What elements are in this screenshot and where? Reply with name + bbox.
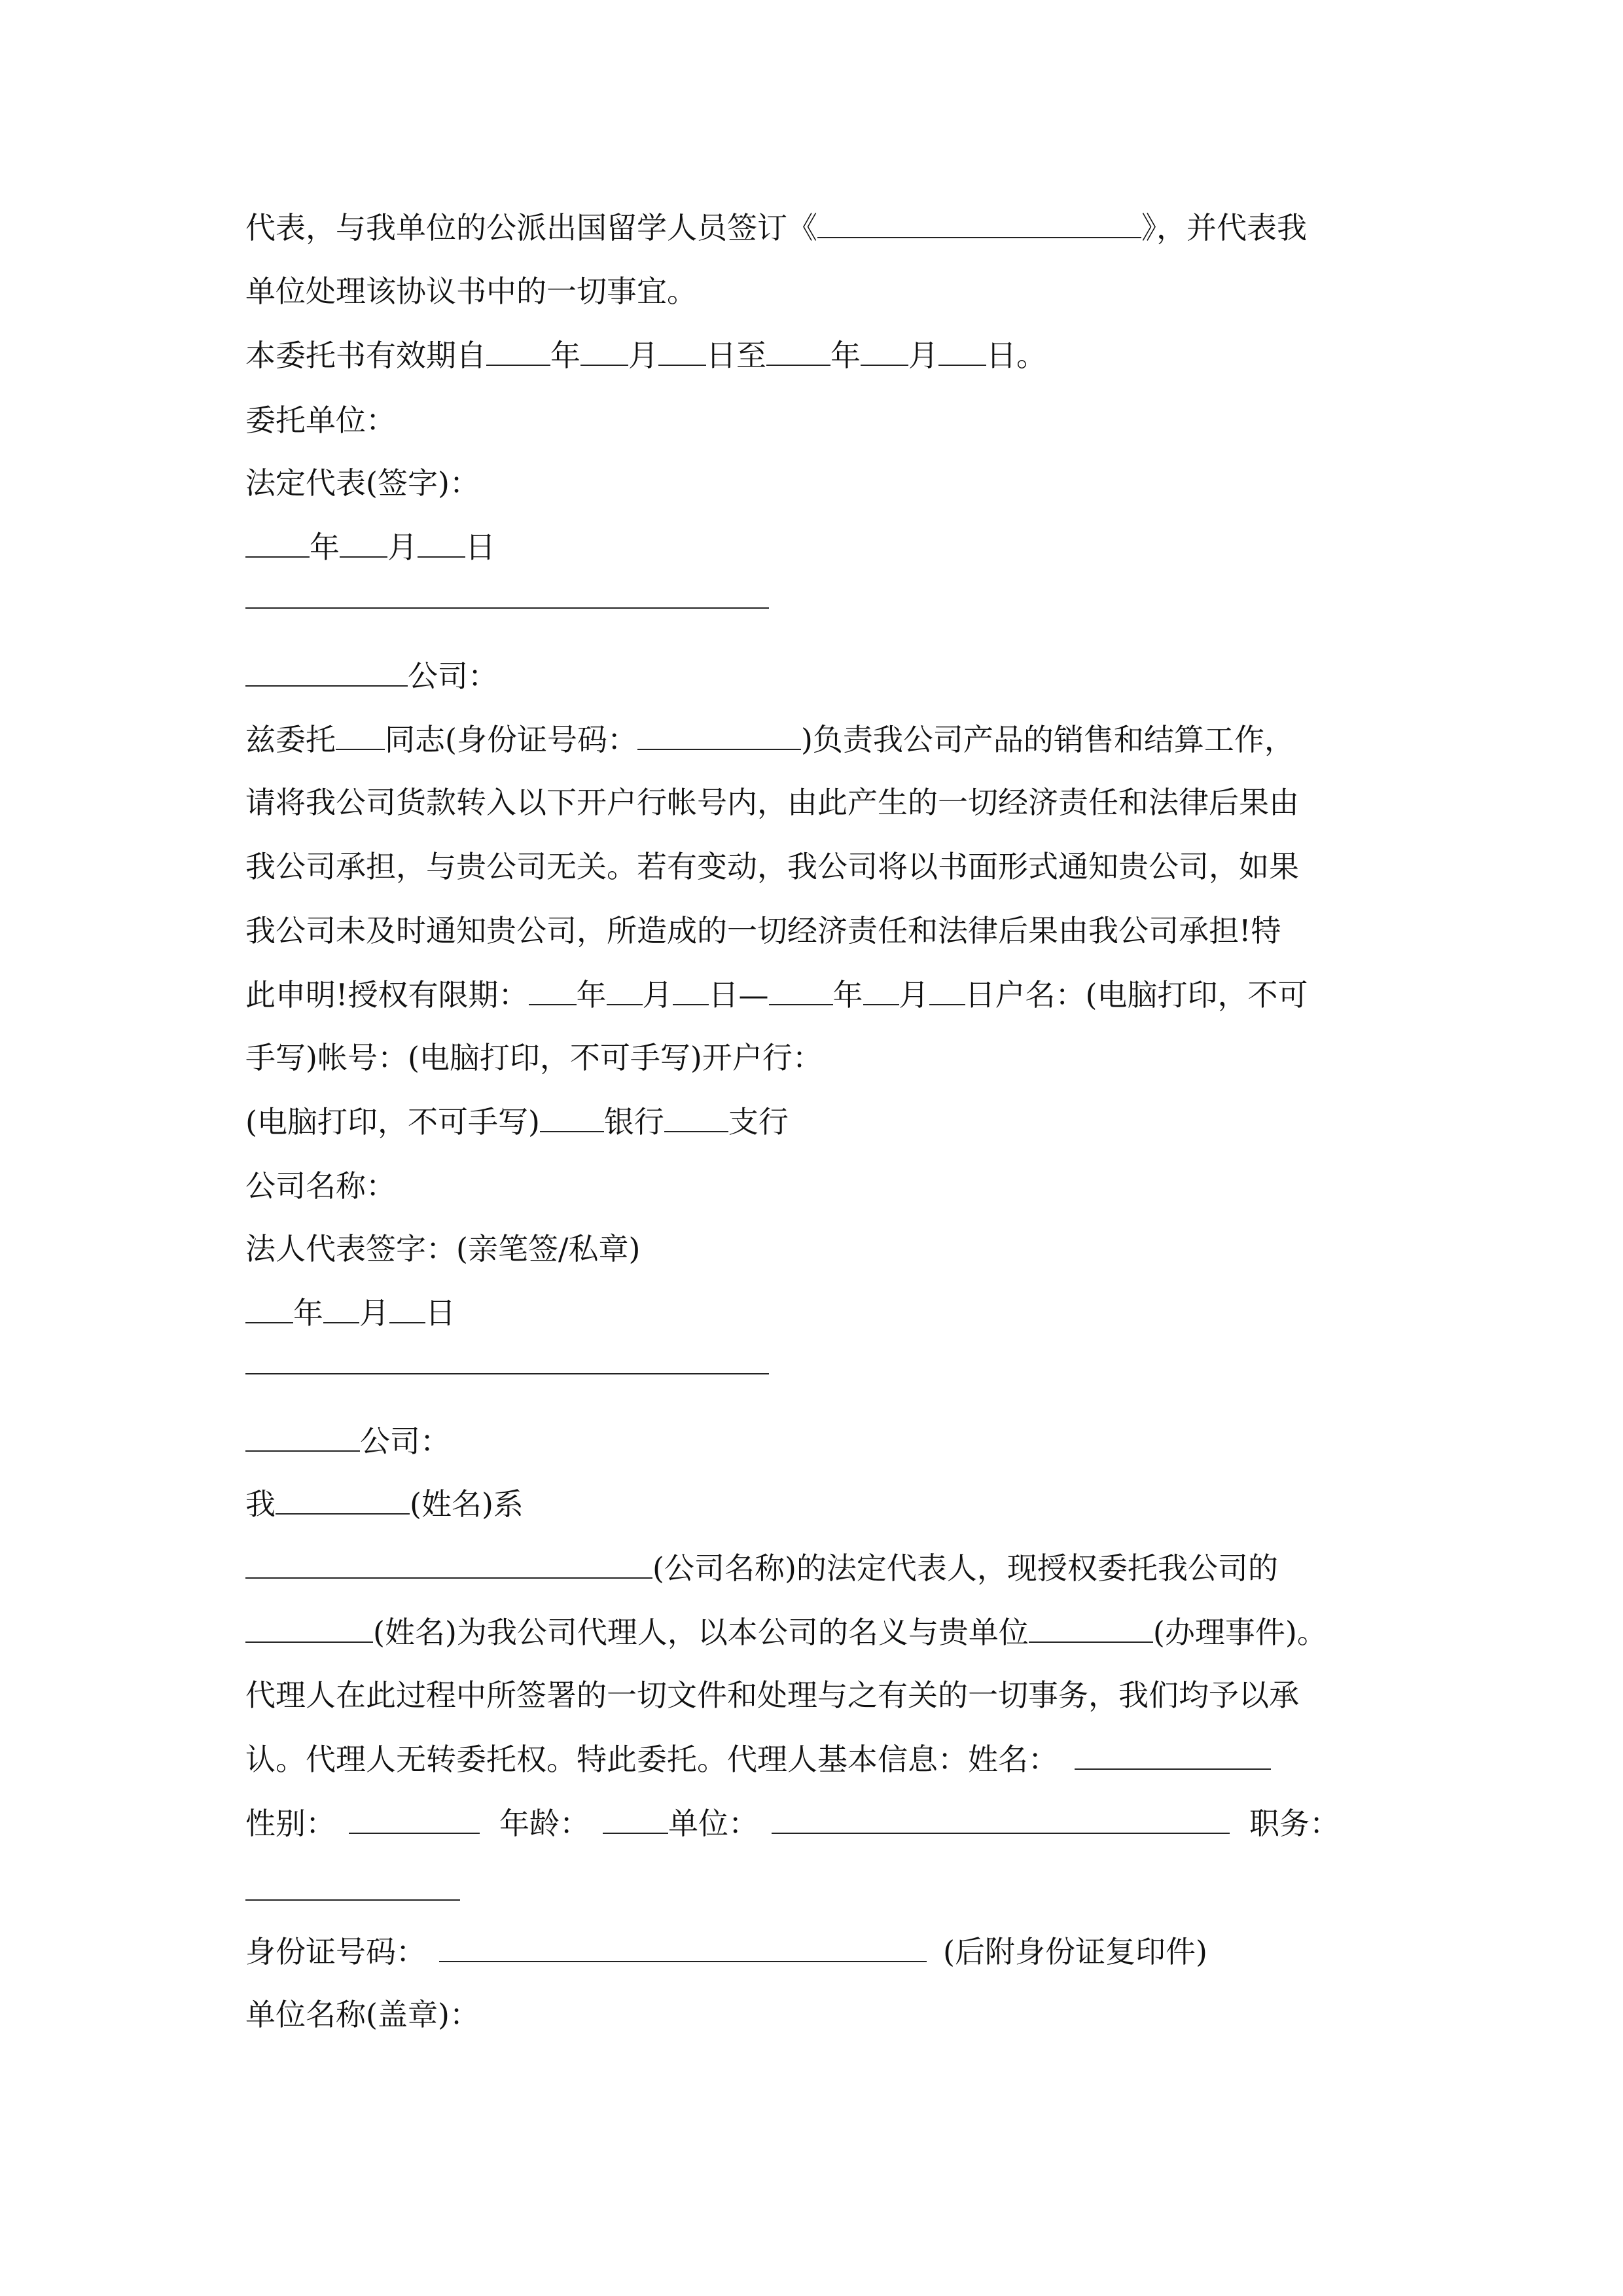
s1-date-line: 年 月 日 [245, 528, 495, 567]
s3-line-1: 我 (姓名)系 [245, 1486, 524, 1522]
s3-agent-name-field[interactable] [1075, 1741, 1271, 1770]
s3-age-field[interactable] [603, 1805, 668, 1834]
s2-date-line: 年 月 日 [245, 1293, 455, 1333]
s1-entrusting-unit: 委托单位： [245, 403, 396, 438]
s2-auth-start-day-blank[interactable] [673, 977, 709, 1005]
s3-id-number-field[interactable] [439, 1933, 927, 1962]
validity-start-year-blank[interactable] [486, 337, 550, 366]
s3-company-name-blank[interactable] [245, 1550, 652, 1579]
s3-line-5: 认。代理人无转委托权。特此委托。代理人基本信息：姓名： [245, 1740, 1271, 1779]
s2-branch-blank[interactable] [664, 1103, 728, 1132]
validity-end-day-blank[interactable] [938, 337, 986, 366]
s3-company-blank[interactable] [245, 1423, 360, 1452]
s1-line-1: 代表，与我单位的公派出国留学人员签订《 》，并代表我 [245, 210, 1307, 245]
s2-year-blank[interactable] [245, 1295, 293, 1323]
s1-day-blank[interactable] [418, 529, 465, 558]
agreement-name-blank[interactable] [817, 209, 1141, 238]
section-divider-2 [245, 1373, 769, 1374]
s2-title: 公司： [245, 656, 498, 696]
s2-company-blank[interactable] [245, 658, 408, 687]
s3-name-blank[interactable] [276, 1486, 410, 1515]
s3-gender-field[interactable] [349, 1805, 480, 1834]
s2-auth-start-month-blank[interactable] [607, 977, 643, 1005]
s2-comrade-name-blank[interactable] [336, 721, 385, 750]
s3-matter-blank[interactable] [1029, 1614, 1153, 1643]
s2-month-blank[interactable] [323, 1295, 359, 1323]
s3-id-line: 身份证号码： (后附身份证复印件) [245, 1934, 1207, 1969]
s2-day-blank[interactable] [389, 1295, 425, 1323]
validity-end-month-blank[interactable] [861, 337, 908, 366]
s3-agent-name-blank[interactable] [245, 1614, 373, 1643]
s2-line-2: 请将我公司货款转入以下开户行帐号内，由此产生的一切经济责任和法律后果由 [245, 785, 1299, 820]
s2-line-5: 此申明!授权有限期： 年 月 日— 年 月 日户名：(电脑打印，不可 [245, 977, 1308, 1013]
s2-auth-end-month-blank[interactable] [863, 977, 899, 1005]
s1-line-2: 单位处理该协议书中的一切事宜。 [245, 274, 697, 309]
s2-legal-rep-sign: 法人代表签字：(亲笔签/私章) [245, 1231, 641, 1266]
s1-month-blank[interactable] [340, 529, 387, 558]
s3-agent-info-line: 性别： 年龄： 单位： 职务： [245, 1806, 1340, 1841]
s2-line-6: 手写)帐号：(电脑打印，不可手写)开户行： [245, 1040, 823, 1075]
s3-unit-seal-line: 单位名称(盖章)： [245, 1997, 480, 2032]
s1-year-blank[interactable] [245, 529, 310, 558]
s2-auth-start-year-blank[interactable] [529, 977, 577, 1005]
s2-company-name: 公司名称： [245, 1168, 396, 1204]
s3-line-2: (公司名称)的法定代表人，现授权委托我公司的 [245, 1549, 1278, 1588]
s3-unit-field[interactable] [772, 1805, 1230, 1834]
s3-job-field[interactable] [245, 1872, 460, 1901]
s1-validity-line: 本委托书有效期自 年 月 日至 年 月 日。 [245, 338, 1046, 373]
s3-line-4: 代理人在此过程中所签署的一切文件和处理与之有关的一切事务，我们均予以承 [245, 1677, 1299, 1713]
s3-line-3: (姓名)为我公司代理人，以本公司的名义与贵单位 (办理事件)。 [245, 1613, 1327, 1652]
s3-title: 公司： [245, 1422, 450, 1461]
section-divider-1 [245, 607, 769, 609]
s2-line-1: 兹委托 同志(身份证号码： )负责我公司产品的销售和结算工作， [245, 722, 1294, 757]
s2-line-7: (电脑打印，不可手写) 银行 支行 [245, 1104, 789, 1139]
s2-auth-end-day-blank[interactable] [929, 977, 965, 1005]
validity-start-month-blank[interactable] [580, 337, 628, 366]
s2-id-number-blank[interactable] [637, 721, 801, 750]
validity-start-day-blank[interactable] [658, 337, 706, 366]
validity-end-year-blank[interactable] [766, 337, 830, 366]
s2-auth-end-year-blank[interactable] [769, 977, 833, 1005]
s2-line-4: 我公司未及时通知贵公司，所造成的一切经济责任和法律后果由我公司承担!特 [245, 913, 1281, 948]
s2-bank-blank[interactable] [540, 1103, 604, 1132]
s1-legal-rep-sign: 法定代表(签字)： [245, 465, 480, 501]
s2-line-3: 我公司承担，与贵公司无关。若有变动，我公司将以书面形式通知贵公司，如果 [245, 849, 1299, 884]
